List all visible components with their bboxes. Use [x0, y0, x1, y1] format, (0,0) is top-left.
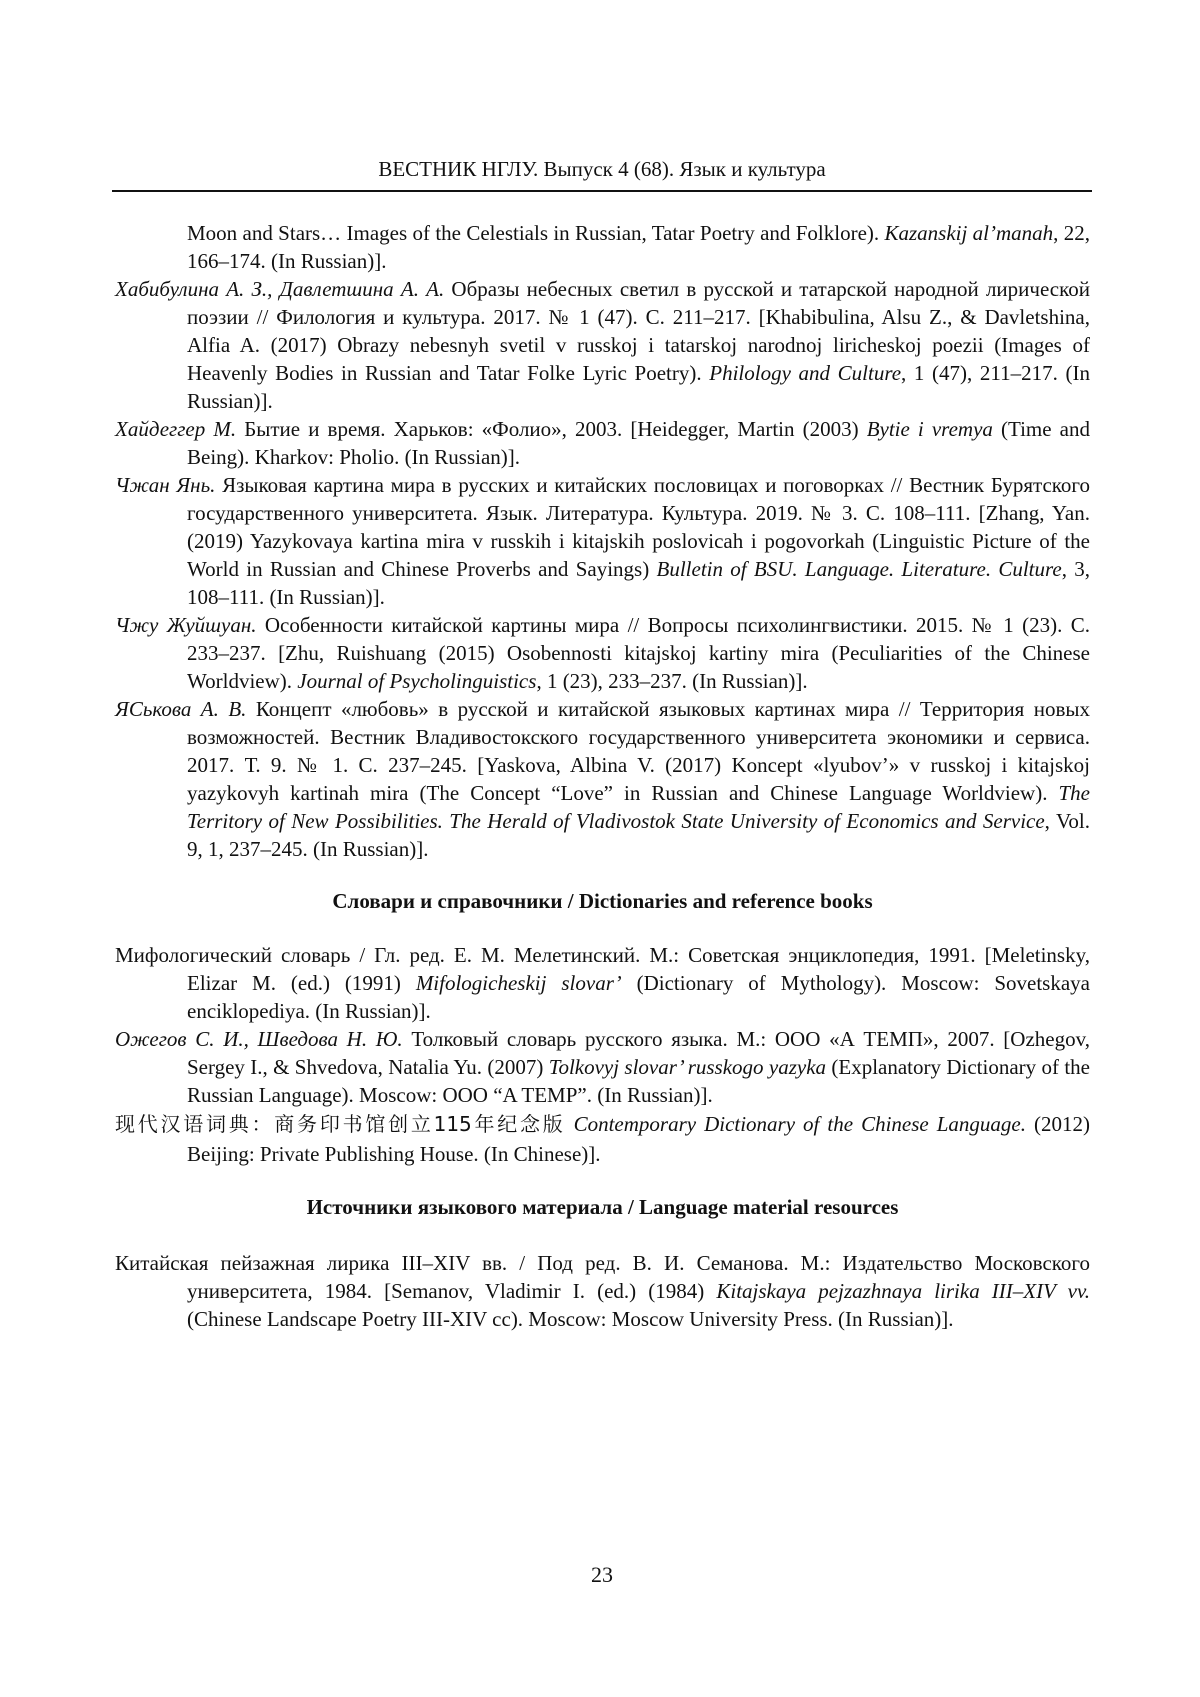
reference-text: Языковая картина мира в русских и китайских пословицах и поговорках // Вестник Бурятского государственного университета. Язык. Литература. Культура. 2019. № 3. С. 108–111. [Zhang, Yan. (2019) Yazykovaya kartina mira v russkih i kitajskih poslovicah i pogovorkah (Linguistic Picture of the World in Russian and Chinese Proverbs and Sayings) — [187, 473, 1090, 581]
reference-journal: Kitajskaya pejzazhnaya lirika III–XIV vv. — [716, 1279, 1090, 1303]
reference-text: Концепт «любовь» в русской и китайской языковых картинах мира // Территория новых возможностей. Вестник Владивостокского государственного университета экономики и сервиса. 2017. Т. 9. № 1. С. 237–245. [Yaskova, Albina V. (2017) Koncept «lyubov’» v russkoj i kitajskoj yazykovyh kartinah mira (The Concept “Love” in Russian and Chinese Language Worldview). — [187, 697, 1090, 805]
reference-tail: (Chinese Landscape Poetry III-XIV cc). Moscow: Moscow University Press. (In Russian)]. — [187, 1307, 954, 1331]
header-rule — [112, 190, 1092, 192]
page-number: 23 — [112, 1562, 1092, 1588]
reference-authors: Ожегов С. И., Шведова Н. Ю. — [115, 1027, 403, 1051]
section-title-dictionaries: Словари и справочники / Dictionaries and reference books — [115, 887, 1090, 915]
reference-text: Китайская пейзажная лирика III–XIV вв. / Под ред. В. И. Семанова. М.: Издательство Московского университета, 1984. [Semanov, Vladimir I. (ed.) (1984) — [115, 1251, 1090, 1303]
reference-item — [115, 415, 1090, 471]
reference-text: Толковый словарь русского языка. М.: ООО «А ТЕМП», 2007. [Ozhegov, Sergey I., & Shvedova, Natalia Yu. (2007) — [187, 1027, 1090, 1079]
running-head: ВЕСТНИК НГЛУ. Выпуск 4 (68). Язык и культура — [112, 156, 1092, 182]
reference-tail: , 3, 108–111. (In Russian)]. — [187, 557, 1090, 609]
reference-item — [115, 611, 1090, 695]
reference-text: Мифологический словарь / Гл. ред. Е. М. Мелетинский. М.: Советская энциклопедия, 1991. [Meletinsky, Elizar M. (ed.) (1991) — [115, 943, 1090, 995]
reference-authors: Чжан Янь. — [115, 473, 215, 497]
source-item — [115, 1249, 1090, 1333]
reference-tail: (Time and Being). Kharkov: Pholio. (In Russian)]. — [187, 417, 1090, 469]
reference-journal: Mifologicheskij slovar’ — [416, 971, 622, 995]
reference-text: Особенности китайской картины мира // Вопросы психолингвистики. 2015. № 1 (23). С. 233–237. [Zhu, Ruishuang (2015) Osobennosti kitajskoj kartiny mira (Peculiarities of the Chinese Worldview). — [187, 613, 1090, 693]
reference-item — [115, 471, 1090, 611]
section-title-sources: Источники языкового материала / Language material resources — [115, 1193, 1090, 1221]
reference-text: Образы небесных светил в русской и татарской народной лирической поэзии // Филология и культура. 2017. № 1 (47). С. 211–217. [Khabibulina, Alsu Z., & Davletshina, Alfia A. (2017) Obrazy nebesnyh svetil v russkoj i tatarskoj narodnoj liricheskoj poezii (Images of Heavenly Bodies in Russian and Tatar Folke Lyric Poetry). — [187, 277, 1090, 385]
reference-authors: Хабибулина А. З., Давлетшина А. А. — [115, 277, 444, 301]
reference-item — [115, 275, 1090, 415]
reference-tail: (Explanatory Dictionary of the Russian Language). Moscow: OOO “A TEMP”. (In Russian)]. — [187, 1055, 1090, 1107]
reference-journal: The Territory of New Possibilities. The Herald of Vladivostok State University of Economics and Service — [187, 781, 1090, 833]
reference-authors: Хайдеггер М. — [115, 417, 236, 441]
reference-journal: Bulletin of BSU. Language. Literature. Culture — [657, 557, 1062, 581]
reference-tail: , 1 (23), 233–237. (In Russian)]. — [536, 669, 807, 693]
reference-item — [115, 695, 1090, 863]
reference-item — [115, 219, 1090, 275]
reference-authors: Чжу Жуйшуан. — [115, 613, 257, 637]
reference-tail: (Dictionary of Mythology). Moscow: Sovetskaya enciklopediya. (In Russian)]. — [187, 971, 1090, 1023]
reference-journal: Kazanskij al’manah — [884, 221, 1053, 245]
reference-tail: (2012) Beijing: Private Publishing House. (In Chinese)]. — [187, 1112, 1090, 1166]
reference-journal: Journal of Psycholinguistics — [297, 669, 536, 693]
reference-journal: Philology and Culture — [709, 361, 901, 385]
reference-text: Moon and Stars… Images of the Celestials in Russian, Tatar Poetry and Folklore). — [187, 221, 884, 245]
dictionary-item — [115, 1025, 1090, 1109]
chinese-title: 现代汉语词典：商务印书馆创立115年纪念版 — [115, 1112, 566, 1136]
reference-journal: Contemporary Dictionary of the Chinese Language. — [566, 1112, 1026, 1136]
references-body — [115, 219, 1090, 1333]
reference-tail: , 1 (47), 211–217. (In Russian)]. — [187, 361, 1090, 413]
reference-journal: Bytie i vremya — [867, 417, 993, 441]
reference-authors: Ськова А. В. — [129, 697, 247, 721]
reference-text: Бытие и время. Харьков: «Фолио», 2003. [Heidegger, Martin (2003) — [236, 417, 867, 441]
reference-journal: Tolkovyj slovar’ russkogo yazyka — [549, 1055, 826, 1079]
reference-tail: , 22, 166–174. (In Russian)]. — [187, 221, 1090, 273]
dictionary-item — [115, 941, 1090, 1025]
reference-authors-prefix: Я — [115, 697, 129, 721]
reference-tail: , Vol. 9, 1, 237–245. (In Russian)]. — [187, 809, 1090, 861]
page — [0, 0, 1200, 1697]
dictionary-item — [115, 1109, 1090, 1169]
